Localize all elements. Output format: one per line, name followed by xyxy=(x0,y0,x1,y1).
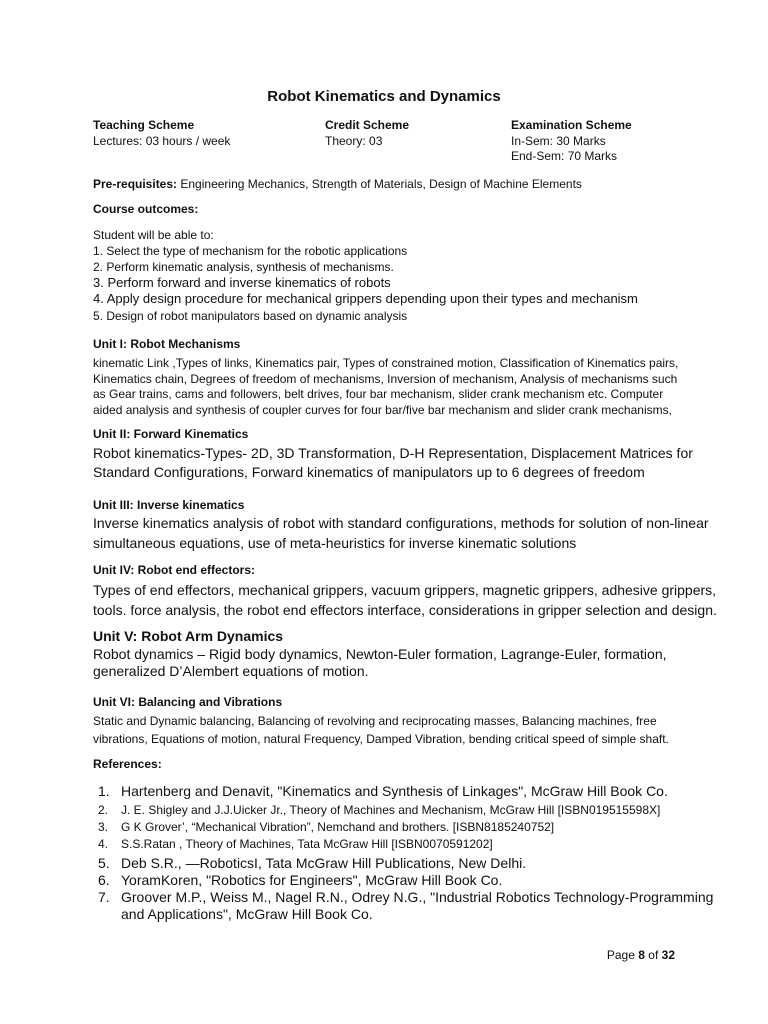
unit-1-line: kinematic Link ,Types of links, Kinematics pair, Types of constrained motion, Classification of Kinematics pairs, xyxy=(93,356,679,370)
reference-item xyxy=(93,837,693,855)
unit-6-heading: Unit VI: Balancing and Vibrations xyxy=(93,695,283,709)
unit-4-content xyxy=(93,580,717,620)
reference-text: YoramKoren, "Robotics for Engineers", McGraw Hill Book Co. xyxy=(121,872,503,888)
unit-2-content xyxy=(93,444,693,482)
reference-number: 3. xyxy=(98,820,109,834)
reference-text: S.S.Ratan , Theory of Machines, Tata McGraw Hill [ISBN0070591202] xyxy=(121,837,493,851)
unit-4-line: tools. force analysis, the robot end effectors interface, considerations in gripper selection and design. xyxy=(93,602,717,618)
outcomes-intro: Student will be able to: xyxy=(93,228,214,242)
reference-text: Groover M.P., Weiss M., Nagel R.N., Odrey N.G., "Industrial Robotics Technology-Programming xyxy=(121,889,714,905)
credit-scheme-heading: Credit Scheme xyxy=(325,118,410,132)
outcome-item: 4. Apply design procedure for mechanical grippers depending upon their types and mechanism xyxy=(93,291,638,306)
unit-2-line: Standard Configurations, Forward kinematics of manipulators up to 6 degrees of freedom xyxy=(93,464,645,480)
reference-text: Deb S.R., —RoboticsI, Tata McGraw Hill Publications, New Delhi. xyxy=(121,855,527,871)
unit-6-line: Static and Dynamic balancing, Balancing of revolving and reciprocating masses, Balancing machines, free xyxy=(93,714,657,728)
unit-1-heading: Unit I: Robot Mechanisms xyxy=(93,337,241,351)
unit-3-line: simultaneous equations, use of meta-heuristics for inverse kinematic solutions xyxy=(93,534,577,551)
unit-4-heading: Unit IV: Robot end effectors: xyxy=(93,563,255,577)
reference-item xyxy=(93,872,693,889)
outcome-item: 3. Perform forward and inverse kinematics of robots xyxy=(93,275,391,290)
credit-scheme-theory: Theory: 03 xyxy=(325,133,383,148)
page-total: 32 xyxy=(661,948,675,962)
unit-5-content xyxy=(93,646,675,680)
credit-scheme xyxy=(325,118,409,149)
reference-item xyxy=(93,889,714,906)
references-heading: References: xyxy=(93,757,162,771)
reference-item xyxy=(93,803,693,820)
exam-endsem: End-Sem: 70 Marks xyxy=(511,149,618,163)
reference-number: 7. xyxy=(98,889,110,905)
course-outcomes-heading: Course outcomes: xyxy=(93,202,199,216)
reference-number: 1. xyxy=(98,783,110,799)
reference-number: 6. xyxy=(98,872,110,888)
reference-item xyxy=(93,820,693,837)
page-current: 8 xyxy=(638,948,645,962)
reference-item xyxy=(93,783,693,803)
reference-item xyxy=(93,855,693,872)
unit-5-heading: Unit V: Robot Arm Dynamics xyxy=(93,628,284,644)
teaching-scheme-heading: Teaching Scheme xyxy=(93,118,195,132)
teaching-scheme xyxy=(93,118,230,149)
prerequisites xyxy=(93,177,582,191)
unit-3-heading: Unit III: Inverse kinematics xyxy=(93,498,245,512)
unit-6-line: vibrations, Equations of motion, natural Frequency, Damped Vibration, bending critical speed of simple shaft. xyxy=(93,732,669,746)
outcome-item: 1. Select the type of mechanism for the robotic applications xyxy=(93,244,408,258)
outcome-item: 5. Design of robot manipulators based on dynamic analysis xyxy=(93,309,408,323)
examination-scheme-heading: Examination Scheme xyxy=(511,118,632,132)
reference-number: 4. xyxy=(98,837,109,851)
unit-2-line: Robot kinematics-Types- 2D, 3D Transformation, D-H Representation, Displacement Matrices for xyxy=(93,445,693,461)
reference-item-continuation xyxy=(93,906,693,923)
reference-text: G K Grover’, “Mechanical Vibration”, Nemchand and brothers. [ISBN8185240752] xyxy=(121,820,555,834)
teaching-scheme-lectures: Lectures: 03 hours / week xyxy=(93,133,231,148)
unit-3-content xyxy=(93,514,709,553)
reference-text: and Applications", McGraw Hill Book Co. xyxy=(121,906,373,922)
page-title: Robot Kinematics and Dynamics xyxy=(267,88,501,105)
exam-insem: In-Sem: 30 Marks xyxy=(511,133,606,148)
reference-text: J. E. Shigley and J.J.Uicker Jr., Theory of Machines and Mechanism, McGraw Hill [ISBN019515598X] xyxy=(121,803,661,817)
reference-number: 5. xyxy=(98,855,110,871)
references-list xyxy=(93,783,714,923)
unit-4-line: Types of end effectors, mechanical grippers, vacuum grippers, magnetic grippers, adhesive grippers, xyxy=(93,582,717,598)
examination-scheme xyxy=(511,118,632,165)
unit-1-line: as Gear trains, cams and followers, belt drives, four bar mechanism, slider crank mechanism etc. Computer xyxy=(93,387,664,401)
unit-3-line: Inverse kinematics analysis of robot with standard configurations, methods for solution of non-linear xyxy=(93,515,709,531)
unit-5-line: Robot dynamics – Rigid body dynamics, Newton-Euler formation, Lagrange-Euler, formation, xyxy=(93,646,667,662)
unit-1-content xyxy=(93,356,679,418)
outcome-item: 2. Perform kinematic analysis, synthesis of mechanisms. xyxy=(93,260,394,274)
page-of: of xyxy=(648,948,659,962)
page-prefix: Page xyxy=(606,948,635,962)
reference-text: Hartenberg and Denavit, "Kinematics and Synthesis of Linkages", McGraw Hill Book Co. xyxy=(121,783,668,799)
unit-1-line: Kinematics chain, Degrees of freedom of mechanisms, Inversion of mechanism, Analysis of mechanisms such xyxy=(93,371,678,386)
unit-1-line: aided analysis and synthesis of coupler curves for four bar/five bar mechanism and slider crank mechanisms, xyxy=(93,402,672,417)
prerequisites-text: Engineering Mechanics, Strength of Materials, Design of Machine Elements xyxy=(180,177,582,191)
reference-number: 2. xyxy=(98,803,109,817)
prerequisites-label: Pre-requisites: xyxy=(93,177,178,191)
unit-2-heading: Unit II: Forward Kinematics xyxy=(93,427,249,441)
page-number xyxy=(607,948,675,962)
unit-6-content xyxy=(93,712,675,748)
unit-5-line: generalized D’Alembert equations of motion. xyxy=(93,663,369,679)
